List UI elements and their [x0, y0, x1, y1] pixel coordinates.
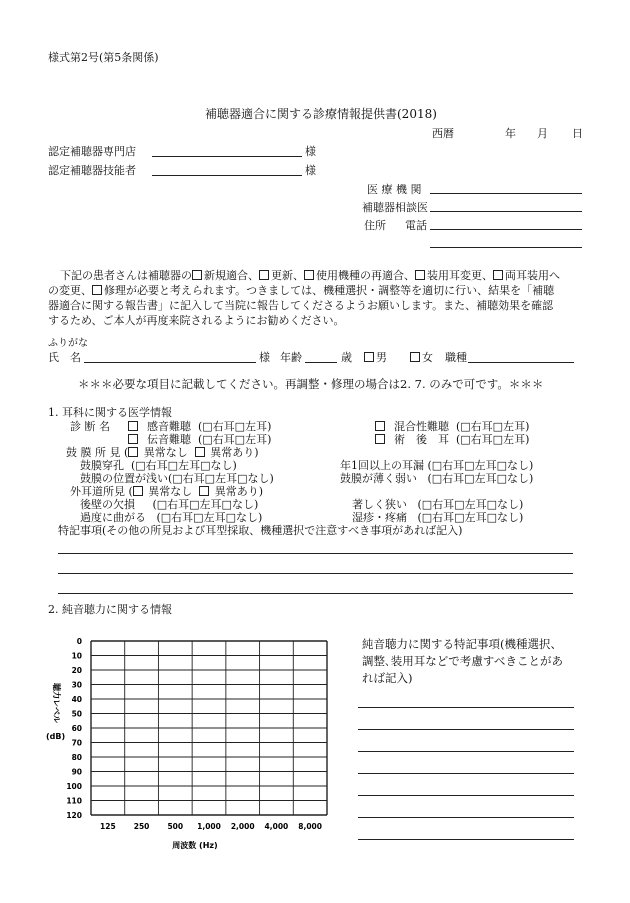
renewal-checkbox[interactable] — [259, 270, 269, 280]
male-checkbox[interactable] — [364, 352, 374, 362]
request-intro: 下記の患者さんは補聴器の — [60, 269, 192, 282]
y-tick-label: 20 — [71, 666, 82, 675]
patient-name-label: 氏 名 — [48, 351, 81, 364]
audio-note-field-5[interactable] — [358, 795, 574, 796]
sender-phone-field[interactable] — [430, 229, 582, 230]
y-tick-label: 40 — [71, 695, 82, 704]
request-line-1 — [60, 267, 560, 283]
sender-extra-field[interactable] — [430, 247, 582, 248]
eczema-ears[interactable]: (□右耳□左耳□なし) — [417, 511, 524, 524]
eardrum-abnormal-label: 異常あり — [210, 446, 255, 459]
shallow-label: 鼓膜の位置が浅い — [80, 472, 168, 485]
x-tick-label: 125 — [100, 822, 116, 831]
sensorineural-label: 感音難聴 — [147, 420, 191, 433]
conductive-label: 伝音難聴 — [147, 433, 191, 446]
female-option — [410, 349, 433, 365]
sender-counselor-field[interactable] — [430, 211, 582, 212]
section1-heading: 1. 耳科に関する医学情報 — [48, 406, 172, 419]
postop-ears[interactable]: (□右耳□左耳) — [456, 433, 530, 446]
audio-note-field-3[interactable] — [358, 751, 574, 752]
notice-text: ＊＊＊必要な項目に記載してください。再調整・修理の場合は2. 7. のみで可です。＊＊＊ — [78, 377, 544, 391]
audiogram-grid — [91, 641, 327, 815]
eczema-label: 湿疹・疼痛 — [352, 511, 407, 524]
x-tick-label: 8,000 — [298, 822, 323, 831]
sender-institution-field[interactable] — [430, 193, 582, 194]
opt-binaural-label: 両耳装用へ — [505, 269, 560, 282]
y-tick-label: 0 — [76, 637, 82, 646]
recipient-shop-label: 認定補聴器専門店 — [48, 145, 136, 158]
opt-refit-label: 使用機種の再適合、 — [316, 269, 415, 282]
x-tick-label: 1,000 — [197, 822, 221, 831]
audiogram-chart[interactable] — [40, 625, 340, 855]
mixed-label: 混合性難聴 — [394, 420, 449, 433]
y-tick-labels — [66, 637, 82, 820]
recipient-technician-label: 認定補聴器技能者 — [48, 164, 136, 177]
section2-heading: 2. 純音聴力に関する情報 — [48, 603, 172, 616]
otorrhea-label: 年1回以上の耳漏 — [340, 459, 424, 472]
perforation-label: 鼓膜穿孔 — [80, 459, 124, 472]
special-notes-line-3[interactable] — [58, 593, 573, 594]
special-notes-line-2[interactable] — [58, 573, 573, 574]
x-tick-labels — [100, 822, 322, 831]
y-tick-label: 10 — [71, 651, 82, 661]
sensorineural-ears[interactable]: (□右耳□左耳) — [198, 420, 272, 433]
y-axis-title: 聴力レベル — [52, 683, 61, 723]
age-field[interactable] — [305, 362, 337, 363]
audio-note-line-2: 調整､装用耳などで考慮すべきことがあ — [362, 654, 564, 668]
narrow-label: 著しく狭い — [352, 498, 407, 511]
ext-canal-row: 外耳道所見 ( 異常なし 異常あり) — [70, 485, 264, 498]
postop-checkbox[interactable] — [375, 434, 385, 444]
request-line-3: 器適合に関する報告書」に記入して当院に報告してくださるようお願いします。また、補聴効果を確認 — [48, 299, 554, 312]
eardrum-row: 鼓 膜 所 見 ( 異常なし 異常あり) — [66, 446, 259, 459]
y-tick-label: 90 — [71, 767, 82, 777]
audio-note-field-1[interactable] — [358, 707, 574, 708]
audio-note-field-6[interactable] — [358, 817, 574, 818]
male-option — [364, 349, 387, 365]
y-tick-label: 110 — [66, 796, 82, 806]
eardrum-normal-label: 異常なし — [143, 446, 188, 459]
ext-canal-abnormal-checkbox[interactable] — [199, 486, 209, 496]
y-tick-label: 120 — [66, 811, 82, 820]
opt-ear-label: 装用耳変更、 — [427, 269, 493, 282]
bent-label: 過度に曲がる — [80, 511, 146, 524]
x-axis-title: 周波数 (Hz) — [172, 841, 218, 850]
otorrhea-ears[interactable]: (□右耳□左耳□なし) — [427, 459, 534, 472]
new-fitting-checkbox[interactable] — [192, 270, 202, 280]
mixed-checkbox[interactable] — [375, 421, 385, 431]
x-tick-label: 4,000 — [264, 822, 289, 831]
sender-phone-label: 電話 — [405, 219, 427, 232]
recipient-shop-honorific: 様 — [305, 145, 316, 158]
occupation-field[interactable] — [468, 362, 574, 363]
female-checkbox[interactable] — [410, 352, 420, 362]
perforation-ears[interactable]: (□右耳□左耳□なし) — [131, 459, 237, 472]
date-era: 西暦 — [432, 127, 454, 140]
y-tick-label: 30 — [71, 680, 82, 690]
bent-ears[interactable]: (□右耳□左耳□なし) — [156, 511, 263, 524]
audio-note-line-1: 純音聴力に関する特記事項(機種選択、 — [362, 637, 562, 651]
date-day: 日 — [572, 127, 583, 140]
special-notes-label: 特記事項(その他の所見および耳型採取、機種選択で注意すべき事項があれば記入) — [58, 524, 463, 537]
posterior-wall-ears[interactable]: (□右耳□左耳□なし) — [152, 498, 259, 511]
patient-honorific: 様 — [259, 351, 270, 364]
y-axis-unit: (dB) — [46, 732, 66, 741]
age-label: 年齢 — [280, 351, 302, 364]
eardrum-normal-checkbox[interactable] — [128, 447, 138, 457]
female-label: 女 — [422, 351, 433, 364]
ext-canal-abnormal-label: 異常あり — [214, 485, 259, 498]
date-year: 年 — [505, 127, 516, 140]
occupation-label: 職種 — [445, 351, 467, 364]
document-title: 補聴器適合に関する診療情報提供書(2018) — [205, 107, 437, 121]
audio-note-field-7[interactable] — [358, 839, 574, 840]
ext-canal-normal-checkbox[interactable] — [133, 486, 143, 496]
y-tick-label: 100 — [66, 782, 82, 791]
audio-note-line-3: れば記入) — [362, 671, 413, 685]
recipient-technician-field[interactable] — [152, 175, 302, 176]
y-tick-label: 60 — [71, 724, 82, 733]
request-change: の変更、 — [48, 284, 92, 297]
form-id: 様式第2号(第5条関係) — [48, 51, 159, 64]
male-label: 男 — [376, 351, 387, 364]
ear-change-checkbox[interactable] — [415, 270, 425, 280]
recipient-shop-field[interactable] — [152, 156, 302, 157]
sender-counselor-label: 補聴器相談医 — [362, 201, 428, 214]
refit-checkbox[interactable] — [304, 270, 314, 280]
postop-label: 術 後 耳 — [394, 433, 449, 446]
binaural-checkbox[interactable] — [493, 270, 503, 280]
request-line-2 — [48, 282, 554, 298]
age-unit: 歳 — [341, 351, 352, 364]
narrow-ears[interactable]: (□右耳□左耳□なし) — [417, 498, 524, 511]
y-tick-label: 50 — [71, 709, 82, 719]
posterior-wall-label: 後壁の欠損 — [80, 498, 135, 511]
recipient-technician-honorific: 様 — [305, 164, 316, 177]
thin-ears[interactable]: (□右耳□左耳□なし) — [427, 472, 534, 485]
ext-canal-label: 外耳道所見 — [70, 485, 125, 498]
sender-institution-label: 医 療 機 関 — [367, 183, 422, 196]
thin-label: 鼓膜が薄く弱い — [340, 472, 417, 485]
eardrum-abnormal-checkbox[interactable] — [195, 447, 205, 457]
request-line-4: するため、ご本人が再度来院されるようにお勧めください。 — [48, 314, 345, 327]
diagnosis-label: 診 断 名 — [70, 420, 110, 433]
sender-address-label: 住所 — [364, 219, 386, 232]
conductive-checkbox[interactable] — [128, 434, 138, 444]
y-tick-label: 70 — [71, 738, 82, 748]
opt-new-label: 新規適合、 — [204, 269, 259, 282]
date-month: 月 — [537, 127, 548, 140]
audio-note-field-2[interactable] — [358, 729, 574, 730]
eardrum-label: 鼓 膜 所 見 — [66, 446, 121, 459]
opt-renew-label: 更新、 — [271, 269, 304, 282]
patient-name-field[interactable] — [84, 362, 256, 363]
ext-canal-normal-label: 異常なし — [148, 485, 193, 498]
y-tick-label: 80 — [71, 753, 82, 762]
furigana-label: ふりがな — [48, 338, 88, 349]
thin-row — [340, 470, 533, 486]
audio-note-field-4[interactable] — [358, 773, 574, 774]
shallow-ears[interactable]: (□右耳□左耳□なし) — [168, 472, 274, 485]
mixed-ears[interactable]: (□右耳□左耳) — [456, 420, 530, 433]
x-tick-label: 2,000 — [230, 822, 255, 831]
conductive-ears[interactable]: (□右耳□左耳) — [198, 433, 272, 446]
x-tick-label: 500 — [167, 822, 184, 831]
opt-repair-label: 修理が必要と考えられます。つきましては、機種選択・調整等を適切に行い、結果を「補聴 — [104, 284, 555, 297]
sensorineural-checkbox[interactable] — [128, 421, 138, 431]
special-notes-line-1[interactable] — [58, 553, 573, 554]
postop-row — [375, 431, 529, 447]
repair-checkbox[interactable] — [92, 285, 102, 295]
x-tick-label: 250 — [133, 822, 150, 831]
